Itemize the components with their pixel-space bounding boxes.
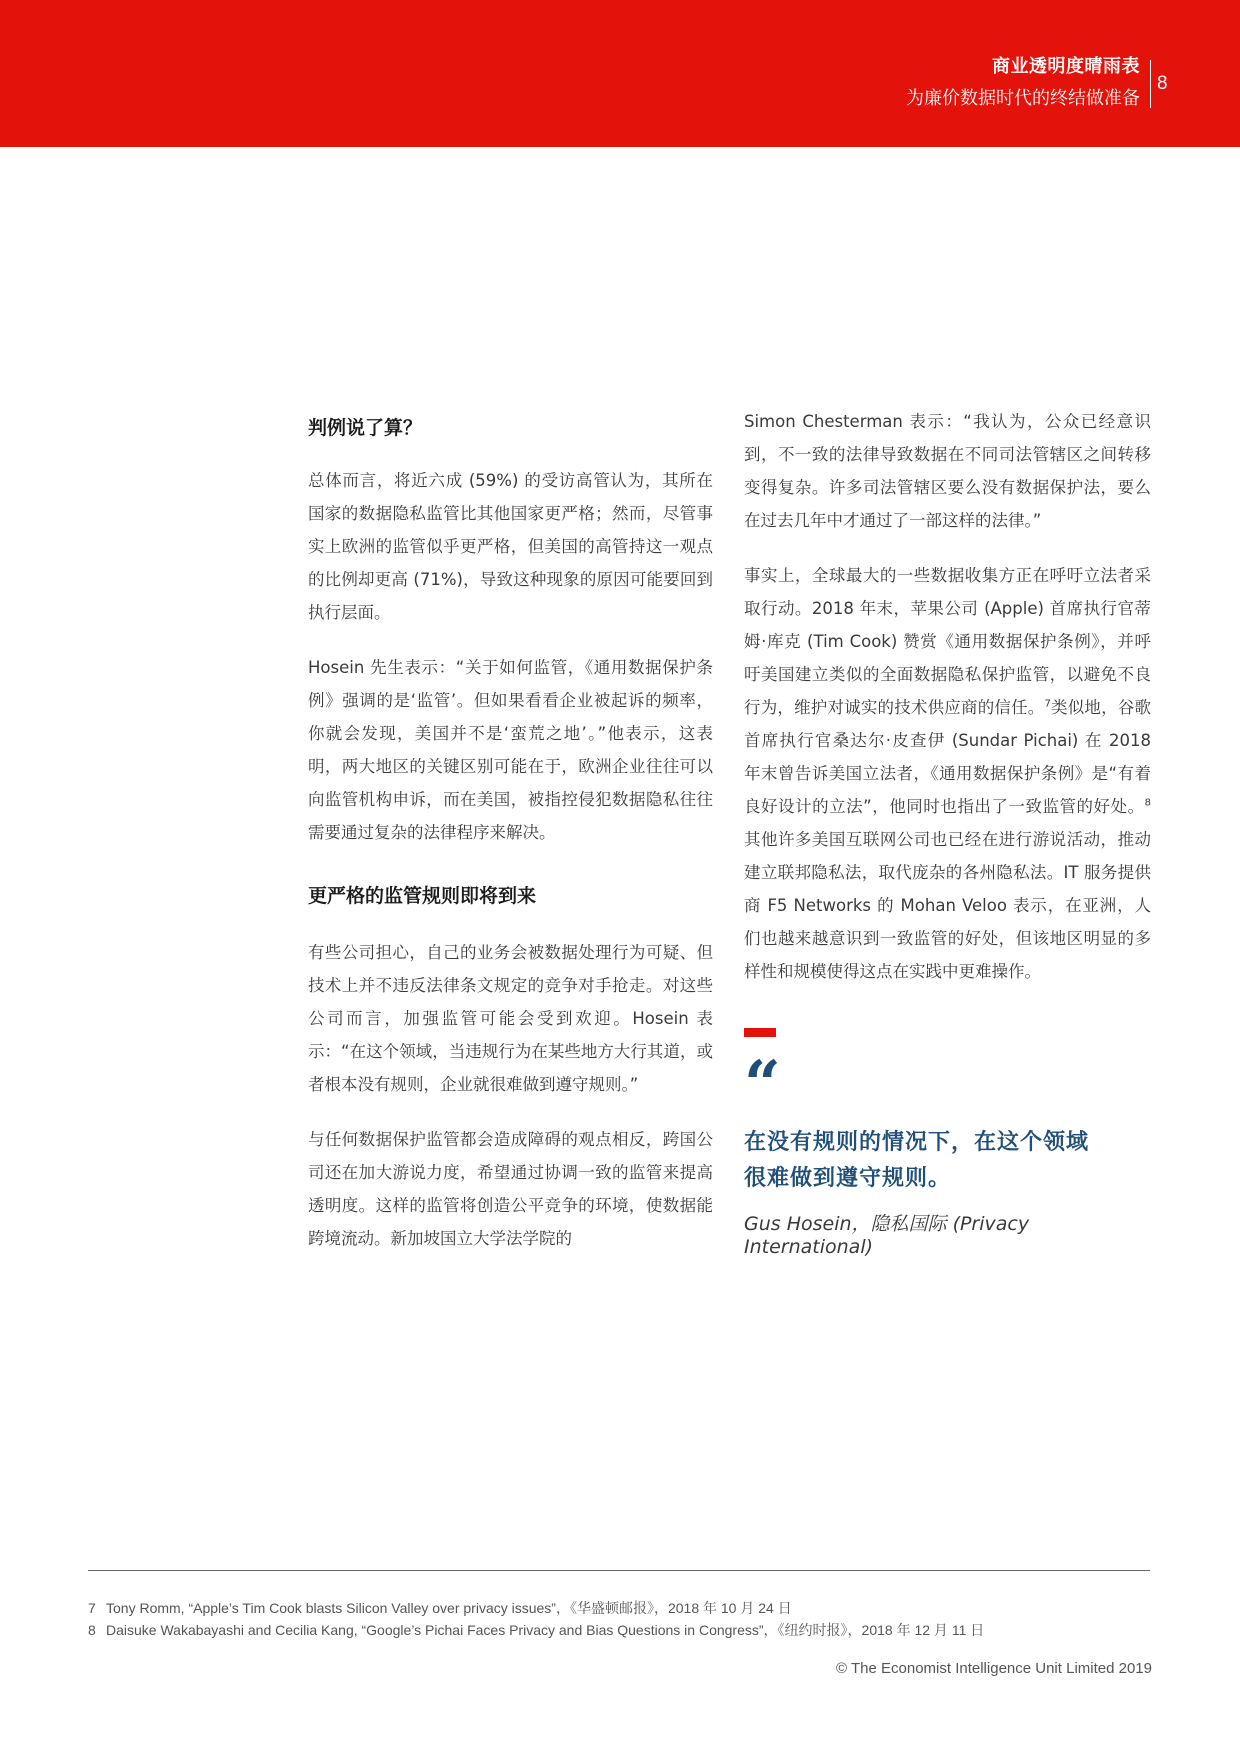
body-text: 类似地，谷歌首席执行官桑达尔·皮查伊 (Sundar Pichai) 在 2018 年末曾告诉美国立法者，《通用数据保护条例》是“有着良好设计的立法”，他同时也指出了一致监管的好处。 bbox=[744, 698, 1152, 816]
report-title: 商业透明度晴雨表 bbox=[992, 56, 1140, 77]
footnotes bbox=[88, 1597, 1150, 1641]
body-text: 其他许多美国互联网公司也已经在进行游说活动，推动建立联邦隐私法，取代庞杂的各州隐私法。IT 服务提供商 F5 Networks 的 Mohan Veloo 表示，在亚洲，人们也越来越意识到一致监管的好处，但该地区明显的多样性和规模使得这点在实践中更难操作。 bbox=[744, 830, 1151, 981]
section-heading-precedent: 判例说了算？ bbox=[308, 417, 423, 439]
pull-quote bbox=[744, 1125, 1151, 1197]
footnote-ref-7[interactable]: 7 bbox=[1044, 698, 1051, 710]
footnote-number: 8 bbox=[88, 1622, 96, 1638]
quote-mark-icon: “ bbox=[744, 1047, 781, 1122]
footnote-number: 7 bbox=[88, 1600, 96, 1616]
pull-quote-line: 在没有规则的情况下，在这个领域 bbox=[744, 1130, 1090, 1155]
section-heading-stricter-rules: 更严格的监管规则即将到来 bbox=[308, 885, 537, 907]
body-paragraph: Hosein 先生表示：“关于如何监管，《通用数据保护条例》强调的是‘监管’。但如果看看企业被起诉的频率，你就会发现，美国并不是‘蛮荒之地’。”他表示，这表明，两大地区的关键区别可能在于，欧洲企业往往可以向监管机构申诉，而在美国，被指控侵犯数据隐私往往需要通过复杂的法律程序来解决。 bbox=[308, 658, 713, 842]
left-column bbox=[308, 405, 713, 1255]
header-divider bbox=[1150, 60, 1151, 108]
body-paragraph: 与任何数据保护监管都会造成障碍的观点相反，跨国公司还在加大游说力度，希望通过协调一致的监管来提高透明度。这样的监管将创造公平竞争的环境，使数据能跨境流动。新加坡国立大学法学院的 bbox=[308, 1130, 713, 1248]
body-paragraph: 总体而言，将近六成 (59%) 的受访高管认为，其所在国家的数据隐私监管比其他国家更严格；然而，尽管事实上欧洲的监管似乎更严格，但美国的高管持这一观点的比例却更高 (71%)，导致这种现象的原因可能要回到执行层面。 bbox=[308, 471, 713, 622]
body-paragraph: Simon Chesterman 表示：“我认为，公众已经意识到，不一致的法律导致数据在不同司法管辖区之间转移变得复杂。许多司法管辖区要么没有数据保护法，要么在过去几年中才通过了一部这样的法律。” bbox=[744, 412, 1151, 530]
header-banner bbox=[0, 0, 1240, 147]
footnote-divider bbox=[88, 1570, 1150, 1571]
quote-accent-bar bbox=[744, 1028, 776, 1037]
page-number: 8 bbox=[1157, 73, 1168, 94]
pull-quote-line: 很难做到遵守规则。 bbox=[744, 1166, 952, 1191]
report-subtitle: 为廉价数据时代的终结做准备 bbox=[906, 88, 1140, 109]
footnote-item bbox=[88, 1597, 1150, 1619]
right-column bbox=[744, 405, 1151, 1258]
pull-quote-attribution: Gus Hosein，隐私国际 (Privacy International) bbox=[744, 1213, 1030, 1258]
body-paragraph: 有些公司担心，自己的业务会被数据处理行为可疑、但技术上并不违反法律条文规定的竞争对手抢走。对这些公司而言，加强监管可能会受到欢迎。Hosein 表示：“在这个领域，当违规行为在某些地方大行其道，或者根本没有规则，企业就很难做到遵守规则。” bbox=[308, 943, 713, 1094]
footnote-item bbox=[88, 1619, 1150, 1641]
footnote-ref-8[interactable]: 8 bbox=[1144, 797, 1151, 809]
copyright-notice: © The Economist Intelligence Unit Limited 2019 bbox=[836, 1660, 1152, 1677]
body-text: 事实上，全球最大的一些数据收集方正在呼吁立法者采取行动。2018 年末，苹果公司 (Apple) 首席执行官蒂姆·库克 (Tim Cook) 赞赏《通用数据保护条例》，并呼吁美国建立类似的全面数据隐私保护监管，以避免不良行为，维护对诚实的技术供应商的信任。 bbox=[744, 566, 1151, 717]
footnote-text: Tony Romm, “Apple’s Tim Cook blasts Silicon Valley over privacy issues”，《华盛顿邮报》，2018 年 10 月 24 日 bbox=[106, 1600, 792, 1616]
footnote-text: Daisuke Wakabayashi and Cecilia Kang, “Google’s Pichai Faces Privacy and Bias Questions in Congress”，《纽约时报》，2018 年 12 月 11 日 bbox=[106, 1622, 985, 1638]
body-paragraph bbox=[744, 559, 1151, 988]
